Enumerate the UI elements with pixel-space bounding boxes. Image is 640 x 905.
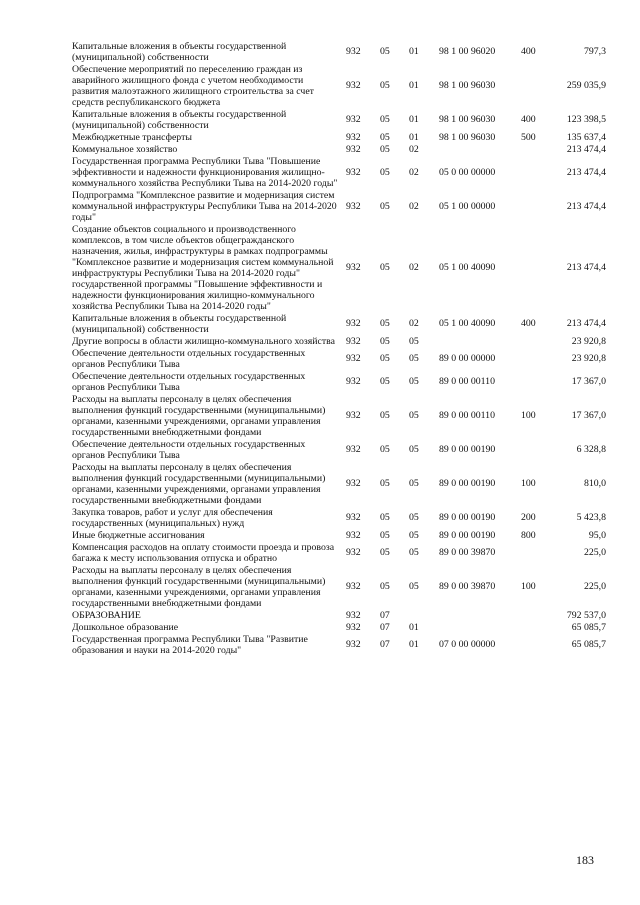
- row-subsection-code: 02: [409, 166, 419, 178]
- row-section-code: 05: [380, 114, 390, 125]
- row-expense-type-code: [521, 189, 551, 223]
- row-target-article-code: 89 0 00 00190: [439, 512, 496, 523]
- row-subsection-code: 05: [409, 478, 419, 489]
- row-section-code: 05: [380, 444, 390, 455]
- row-subsection-code: 05: [409, 376, 419, 387]
- row-amount: 17 367,0: [571, 410, 606, 421]
- row-amount: 95,0: [588, 529, 606, 541]
- row-grbs-code: 932: [346, 639, 361, 650]
- row-subsection-code: 05: [409, 547, 419, 558]
- row-subsection-code: 02: [409, 200, 419, 212]
- table-row: [72, 633, 606, 656]
- row-amount: 5 423,8: [576, 512, 606, 523]
- row-amount: 65 085,7: [571, 621, 606, 633]
- row-name: Капитальные вложения в объекты государственной (муниципальной) собственности: [72, 40, 287, 63]
- row-section-code: 05: [380, 80, 390, 91]
- row-section-code: 05: [380, 143, 390, 155]
- table-row: [72, 347, 606, 370]
- row-target-article-code: 05 0 00 00000: [439, 166, 496, 178]
- row-name: Обеспечение деятельности отдельных государственных органов Республики Тыва: [72, 347, 306, 370]
- row-name: Расходы на выплаты персоналу в целях обеспечения выполнения функций государственными (муниципальными) органами, казенными учреждениями, органами управления государственными внебюджетными фондами: [72, 393, 326, 438]
- row-section-code: 05: [380, 262, 390, 273]
- row-grbs-code: 932: [346, 376, 361, 387]
- row-name: Обеспечение деятельности отдельных государственных органов Республики Тыва: [72, 370, 306, 393]
- row-grbs-code: 932: [346, 335, 361, 347]
- row-expense-type-code: [521, 609, 551, 621]
- row-grbs-code: 932: [346, 46, 361, 57]
- row-grbs-code: 932: [346, 581, 361, 592]
- row-name: Государственная программа Республики Тыва "Повышение эффективности и надежности функционирования жилищно-коммунального хозяйства Республики Тыва на 2014-2020 годы": [72, 155, 338, 189]
- row-amount: 225,0: [583, 547, 606, 558]
- table-row: [72, 541, 606, 564]
- row-section-code: 05: [380, 376, 390, 387]
- table-row: [72, 529, 606, 541]
- row-section-code: 07: [380, 621, 390, 633]
- row-amount: 213 474,4: [566, 143, 606, 155]
- row-target-article-code: 89 0 00 39870: [439, 581, 496, 592]
- row-subsection-code: [405, 609, 435, 621]
- row-target-article-code: 98 1 00 96030: [439, 80, 496, 91]
- row-expense-type-code: [521, 347, 551, 370]
- row-grbs-code: 932: [346, 547, 361, 558]
- row-target-article-code: 98 1 00 96030: [439, 114, 496, 125]
- row-name: ОБРАЗОВАНИЕ: [72, 609, 141, 621]
- row-section-code: 05: [380, 46, 390, 57]
- row-grbs-code: 932: [346, 131, 361, 143]
- row-name: Создание объектов социального и производственного комплексов, в том числе объектов общегражданского назначения, жилья, инфраструктуры в рамках подпрограммы "Комплексное развитие и модернизация систем коммунальной инфраструктуры Республики Тыва на 2014-2020 годы" государственной программы "Повышение эффективности и надежности функционирования жилищно-коммунального хозяйства Республики Тыва на 2014-2020 годы": [72, 223, 334, 312]
- row-name: Подпрограмма "Комплексное развитие и модернизация систем коммунальной инфраструктуры Республики Тыва на 2014-2020 годы": [72, 189, 337, 223]
- row-amount: 213 474,4: [566, 200, 606, 212]
- row-section-code: 05: [380, 410, 390, 421]
- row-amount: 17 367,0: [571, 376, 606, 387]
- row-name: Компенсация расходов на оплату стоимости проезда и провоза багажа к месту использования отпуска и обратно: [72, 541, 335, 564]
- row-amount: 797,3: [583, 46, 606, 57]
- row-grbs-code: 932: [346, 143, 361, 155]
- row-expense-type-code: [521, 223, 551, 312]
- table-row: [72, 155, 606, 189]
- row-name: Межбюджетные трансферты: [72, 131, 192, 143]
- row-subsection-code: 02: [409, 143, 419, 155]
- table-row: [72, 506, 606, 529]
- row-section-code: 05: [380, 547, 390, 558]
- row-section-code: 05: [380, 335, 390, 347]
- table-row: [72, 131, 606, 143]
- row-grbs-code: 932: [346, 114, 361, 125]
- row-target-article-code: 89 0 00 00190: [439, 529, 496, 541]
- row-target-article-code: [435, 621, 521, 633]
- budget-table: [72, 40, 606, 656]
- row-grbs-code: 932: [346, 353, 361, 364]
- table-row: [72, 609, 606, 621]
- row-expense-type-code: 400: [521, 46, 536, 57]
- table-row: [72, 40, 606, 63]
- row-expense-type-code: 400: [521, 318, 536, 329]
- row-grbs-code: 932: [346, 529, 361, 541]
- row-amount: 135 637,4: [566, 131, 606, 143]
- row-expense-type-code: 400: [521, 114, 536, 125]
- row-subsection-code: 01: [409, 80, 419, 91]
- row-target-article-code: 05 1 00 00000: [439, 200, 496, 212]
- row-name: Закупка товаров, работ и услуг для обеспечения государственных (муниципальных) нужд: [72, 506, 273, 529]
- row-section-code: 05: [380, 318, 390, 329]
- table-row: [72, 189, 606, 223]
- row-target-article-code: [435, 609, 521, 621]
- row-amount: 810,0: [583, 478, 606, 489]
- row-subsection-code: 05: [409, 335, 419, 347]
- row-grbs-code: 932: [346, 318, 361, 329]
- row-expense-type-code: [521, 63, 551, 108]
- table-row: [72, 108, 606, 131]
- row-name: Иные бюджетные ассигнования: [72, 529, 205, 541]
- row-expense-type-code: [521, 438, 551, 461]
- row-target-article-code: 89 0 00 00190: [439, 478, 496, 489]
- row-subsection-code: 05: [409, 444, 419, 455]
- table-row: [72, 461, 606, 506]
- row-grbs-code: 932: [346, 410, 361, 421]
- table-row: [72, 370, 606, 393]
- row-expense-type-code: 100: [521, 410, 536, 421]
- row-section-code: 05: [380, 353, 390, 364]
- row-subsection-code: 01: [409, 131, 419, 143]
- table-row: [72, 393, 606, 438]
- row-name: Расходы на выплаты персоналу в целях обеспечения выполнения функций государственными (муниципальными) органами, казенными учреждениями, органами управления государственными внебюджетными фондами: [72, 461, 326, 506]
- row-expense-type-code: 100: [521, 581, 536, 592]
- row-subsection-code: 01: [409, 639, 419, 650]
- row-amount: 65 085,7: [571, 639, 606, 650]
- row-name: Другие вопросы в области жилищно-коммунального хозяйства: [72, 335, 335, 347]
- row-expense-type-code: [521, 335, 551, 347]
- row-subsection-code: 01: [409, 46, 419, 57]
- row-target-article-code: 98 1 00 96030: [439, 131, 496, 143]
- row-name: Дошкольное образование: [72, 621, 179, 633]
- row-target-article-code: 05 1 00 40090: [439, 262, 496, 273]
- row-name: Капитальные вложения в объекты государственной (муниципальной) собственности: [72, 312, 287, 335]
- row-target-article-code: 98 1 00 96020: [439, 46, 496, 57]
- row-amount: 792 537,0: [566, 609, 606, 621]
- table-row: [72, 438, 606, 461]
- row-section-code: 07: [380, 639, 390, 650]
- row-grbs-code: 932: [346, 478, 361, 489]
- row-expense-type-code: [521, 143, 551, 155]
- row-section-code: 05: [380, 478, 390, 489]
- row-grbs-code: 932: [346, 80, 361, 91]
- row-expense-type-code: 500: [521, 131, 536, 143]
- row-subsection-code: 02: [409, 318, 419, 329]
- row-grbs-code: 932: [346, 262, 361, 273]
- row-amount: 213 474,4: [566, 166, 606, 178]
- page-number: 183: [576, 853, 594, 867]
- row-grbs-code: 932: [346, 609, 361, 621]
- row-section-code: 05: [380, 200, 390, 212]
- row-subsection-code: 05: [409, 529, 419, 541]
- row-grbs-code: 932: [346, 444, 361, 455]
- table-row: [72, 621, 606, 633]
- row-name: Обеспечение деятельности отдельных государственных органов Республики Тыва: [72, 438, 306, 461]
- row-grbs-code: 932: [346, 200, 361, 212]
- row-target-article-code: 89 0 00 00000: [439, 353, 496, 364]
- row-amount: 23 920,8: [571, 335, 606, 347]
- row-target-article-code: 89 0 00 00110: [439, 410, 495, 421]
- row-amount: 259 035,9: [566, 80, 606, 91]
- row-expense-type-code: [521, 155, 551, 189]
- row-expense-type-code: [521, 541, 551, 564]
- budget-rows: [72, 40, 606, 656]
- row-name: Государственная программа Республики Тыва "Развитие образования и науки на 2014-2020 годы": [72, 633, 308, 656]
- row-target-article-code: 89 0 00 00110: [439, 376, 495, 387]
- row-subsection-code: 01: [409, 114, 419, 125]
- row-target-article-code: 89 0 00 00190: [439, 444, 496, 455]
- row-expense-type-code: [521, 370, 551, 393]
- table-row: [72, 335, 606, 347]
- row-expense-type-code: [521, 621, 551, 633]
- row-name: Коммунальное хозяйство: [72, 143, 178, 155]
- row-section-code: 05: [380, 166, 390, 178]
- row-amount: 225,0: [583, 581, 606, 592]
- row-amount: 123 398,5: [566, 114, 606, 125]
- row-section-code: 05: [380, 512, 390, 523]
- row-name: Расходы на выплаты персоналу в целях обеспечения выполнения функций государственными (муниципальными) органами, казенными учреждениями, органами управления государственными внебюджетными фондами: [72, 564, 326, 609]
- table-row: [72, 312, 606, 335]
- row-expense-type-code: 800: [521, 529, 536, 541]
- row-expense-type-code: 100: [521, 478, 536, 489]
- row-target-article-code: [435, 335, 521, 347]
- row-grbs-code: 932: [346, 621, 361, 633]
- row-section-code: 07: [380, 609, 390, 621]
- table-row: [72, 223, 606, 312]
- row-expense-type-code: [521, 633, 551, 656]
- row-amount: 23 920,8: [571, 353, 606, 364]
- row-subsection-code: 05: [409, 512, 419, 523]
- row-target-article-code: 05 1 00 40090: [439, 318, 496, 329]
- row-name: Обеспечение мероприятий по переселению граждан из аварийного жилищного фонда с учетом необходимости развития малоэтажного жилищного строительства за счет средств республиканского бюджета: [72, 63, 314, 108]
- row-amount: 213 474,4: [566, 318, 606, 329]
- row-target-article-code: [435, 143, 521, 155]
- row-amount: 213 474,4: [566, 262, 606, 273]
- table-row: [72, 564, 606, 609]
- row-grbs-code: 932: [346, 166, 361, 178]
- row-expense-type-code: 200: [521, 512, 536, 523]
- row-section-code: 05: [380, 529, 390, 541]
- row-section-code: 05: [380, 131, 390, 143]
- row-amount: 6 328,8: [576, 444, 606, 455]
- row-subsection-code: 01: [409, 621, 419, 633]
- row-subsection-code: 05: [409, 353, 419, 364]
- row-subsection-code: 05: [409, 410, 419, 421]
- row-target-article-code: 07 0 00 00000: [439, 639, 496, 650]
- table-row: [72, 143, 606, 155]
- row-section-code: 05: [380, 581, 390, 592]
- row-subsection-code: 05: [409, 581, 419, 592]
- row-subsection-code: 02: [409, 262, 419, 273]
- row-grbs-code: 932: [346, 512, 361, 523]
- row-target-article-code: 89 0 00 39870: [439, 547, 496, 558]
- row-name: Капитальные вложения в объекты государственной (муниципальной) собственности: [72, 108, 287, 131]
- table-row: [72, 63, 606, 108]
